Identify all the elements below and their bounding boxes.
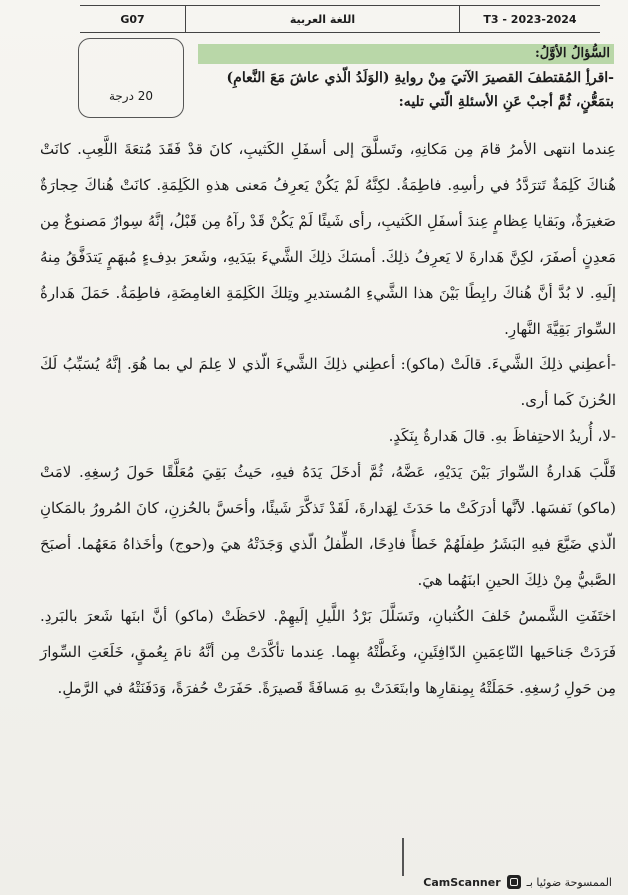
question-instruction: -اقرأِ المُقتطفَ القصيرَ الآتيَ مِنْ روايةِ (الوَلَدُ الّذي عاشَ مَعَ النَّعامِ) بتمَعُّنٍ، ثُمَّ أجبْ عَنِ الأسئلةِ الّتي تليه: (226, 70, 614, 110)
scanner-footer (423, 875, 612, 889)
question-title: السُّؤالُ الأوَّلُ: (198, 44, 614, 64)
passage-paragraph: قَلَّبَ هَدارةُ السِّوارَ بَيْنَ يَدَيْهِ، عَضَّهُ، ثُمَّ أدخَلَ يَدَهُ فيهِ، حَيثُ بَقِيَ مُعَلَّقًا حَولَ رُسغِهِ. لامَتْ (ماكو) نَفسَها. لأنَّها أدرَكَتْ ما حَدَثَ لِهَدارةَ، لَقَدْ تَذكَّرَ شَيئًا، وأحَسَّ بالحُزنِ، كانَ المُرورُ بالمَكانِ الّذي ضَيَّعَ فيهِ البَشَرُ طِفلَهُمْ خَطأً فادِحًا، الطِّفلُ الّذي وَجَدَتْهُ هيَ و(حوج) وأخَذاهُ مَعَهُما. أصبَحَ الصَّبيُّ مِنْ ذلِكَ الحينِ ابنَهُما هيَ. (40, 463, 616, 589)
scanner-brand: CamScanner (423, 875, 501, 889)
passage-paragraph: اختَفَتِ الشَّمسُ خَلفَ الكُثبانِ، وتَسَلَّلَ بَرْدُ اللَّيلِ إلَيهِمْ. لاحَظَتْ (ماكو) أنَّ ابنَها شَعرَ بالبَردِ. فَرَدَتْ جَناحَيها النّاعِمَينِ الدّافِئَينِ، وغَطَّتْهُ بهِما. عِندما تأكَّدَتْ مِن أنَّهُ نامَ بِعُمقٍ، خَلَعَتِ السِّوارَ مِن حَولِ رُسغِهِ. حَمَلَتْهُ بِمِنقارِها وابتَعَدَتْ بهِ مَسافَةً قَصيرَةً. حَفَرَتْ حُفرَةً، وَدَفَنَتْهُ في الرَّملِ. (40, 606, 616, 697)
grade-value: 20 درجة (108, 89, 154, 103)
subject-title: اللغة العربية (185, 6, 459, 32)
pen-mark (402, 838, 404, 876)
passage-paragraph: -أعطِني ذلِكَ الشَّيءَ. قالَتْ (ماكو): أعطِني ذلِكَ الشَّيءَ الّذي لا عِلمَ لي بما هُوَ. إنَّهُ يُسَبِّبُ لَكَ الحُزنَ كَما أرى. (40, 355, 616, 410)
camscanner-icon (507, 875, 521, 889)
passage-paragraph: عِندما انتهى الأمرُ قامَ مِن مَكانِهِ، وتَسلَّقَ إلى أسفَلِ الكَثيبِ، كانَ قدْ فَقَدَ مُتعَةَ اللَّعِبِ. كانَتْ هُناكَ كَلِمَةٌ تَترَدَّدُ في رأسِهِ. فاطِمَةُ. لكِنَّهُ لَمْ يَكُنْ يَعرِفُ مَعنى هذهِ الكَلِمَةِ. كانَتْ هُناكَ حِجارَةٌ صَغيرَةٌ، وبَقايا عِظامٍ عِندَ أسفَلِ الكَثيبِ، رأى شَيئًا لَمْ يَكُنْ قَدْ رآهُ مِن قَبْلُ، إنَّهُ سِوارٌ مَصنوعٌ مِن مَعدِنٍ أصفَرَ، لكِنَّ هَدارةَ لا يَعرِفُ ذلِكَ. أمسَكَ ذلِكَ الشَّيءَ بيَدَيهِ، وشَعرَ بدِفءٍ مُبهَمٍ يَتدَفَّقُ مِنهُ إلَيهِ. لا بُدَّ أنَّ هُناكَ رابِطًا بَيْنَ هذا الشَّيءِ المُستديرِ وتِلكَ الكَلِمَةِ الغامِضَةِ، فاطِمَةُ. حَمَلَ هَدارةُ السِّوارَ بَقِيَّةَ النَّهارِ. (40, 140, 616, 338)
grade-box (78, 38, 184, 118)
reading-passage (40, 132, 616, 707)
scanner-caption: الممسوحة ضوئيا بـ (526, 875, 612, 889)
passage-paragraph: -لا، أُريدُ الاحتِفاظَ بهِ. قالَ هَدارةُ بِنَكَدٍ. (388, 427, 616, 446)
term-label: T3 - 2023-2024 (459, 6, 600, 32)
grade-code: G07 (120, 12, 145, 26)
exam-header (80, 5, 600, 33)
